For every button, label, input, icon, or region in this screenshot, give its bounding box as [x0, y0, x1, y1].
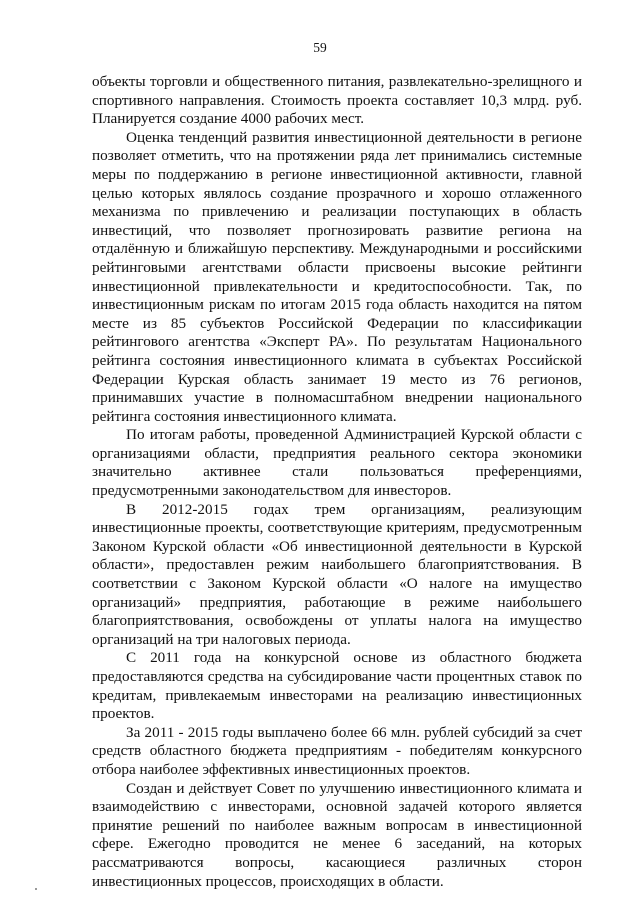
paragraph-investment-council: Создан и действует Совет по улучшению инвестиционного климата и взаимодействию с инвесторами, основной задачей которого является принятие решений по наиболее важным вопросам в инвестиционной сфере. Ежегодно проводится не менее 6 заседаний, на которых рассматриваются вопросы, касающиеся различных сторон инвестиционных процессов, происходящих в области. [92, 779, 582, 890]
paragraph-interest-subsidies: С 2011 года на конкурсной основе из областного бюджета предоставляются средства на субсидирование части процентных ставок по кредитам, привлекаемым инвесторами на реализацию инвестиционных проектов. [92, 649, 582, 723]
page-number: 59 [313, 40, 327, 55]
paragraph-favorable-regime: В 2012-2015 годах трем организациям, реализующим инвестиционные проекты, соответствующие критериям, предусмотренным Законом Курской области «Об инвестиционной деятельности в Курской области», предоставлен режим наибольшего благоприятствования. В соответствии с Законом Курской области «О налоге на имущество организаций» предприятия, работающие в режиме наибольшего благоприятствования, освобождены от уплаты налога на имущество организаций на три налоговых периода. [92, 500, 582, 648]
paragraph-preferences: По итогам работы, проведенной Администрацией Курской области с организациями области, предприятия реального сектора экономики значительно активнее стали пользоваться преференциями, предусмотренными законодательством для инвесторов. [92, 426, 582, 500]
document-body [92, 73, 582, 891]
paragraph-continuation: объекты торговли и общественного питания, развлекательно-зрелищного и спортивного направления. Стоимость проекта составляет 10,3 млрд. руб. Планируется создание 4000 рабочих мест. [92, 73, 582, 128]
paragraph-investment-trends: Оценка тенденций развития инвестиционной деятельности в регионе позволяет отметить, что на протяжении ряда лет принимались системные меры по поддержанию в регионе инвестиционной активности, главной целью которых являлось создание прозрачного и хорошо отлаженного механизма по привлечению и реализации поступающих в область инвестиций, что позволяет прогнозировать развитие региона на отдалённую и ближайшую перспективу. Международными и российскими рейтинговыми агентствами области присвоены высокие рейтинги инвестиционной привлекательности и кредитоспособности. Так, по инвестиционным рискам по итогам 2015 года область находится на пятом месте из 85 субъектов Российской Федерации по классификации рейтингового агентства «Эксперт РА». По результатам Национального рейтинга состояния инвестиционного климата в субъектах Российской Федерации Курская область занимает 19 место из 76 регионов, принимавших участие в полномасштабном внедрении национального рейтинга состояния инвестиционного климата. [92, 128, 582, 425]
paragraph-subsidies-paid: За 2011 - 2015 годы выплачено более 66 млн. рублей субсидий за счет средств областного бюджета предприятиям - победителям конкурсного отбора наиболее эффективных инвестиционных проектов. [92, 723, 582, 778]
scan-speck [35, 888, 37, 890]
